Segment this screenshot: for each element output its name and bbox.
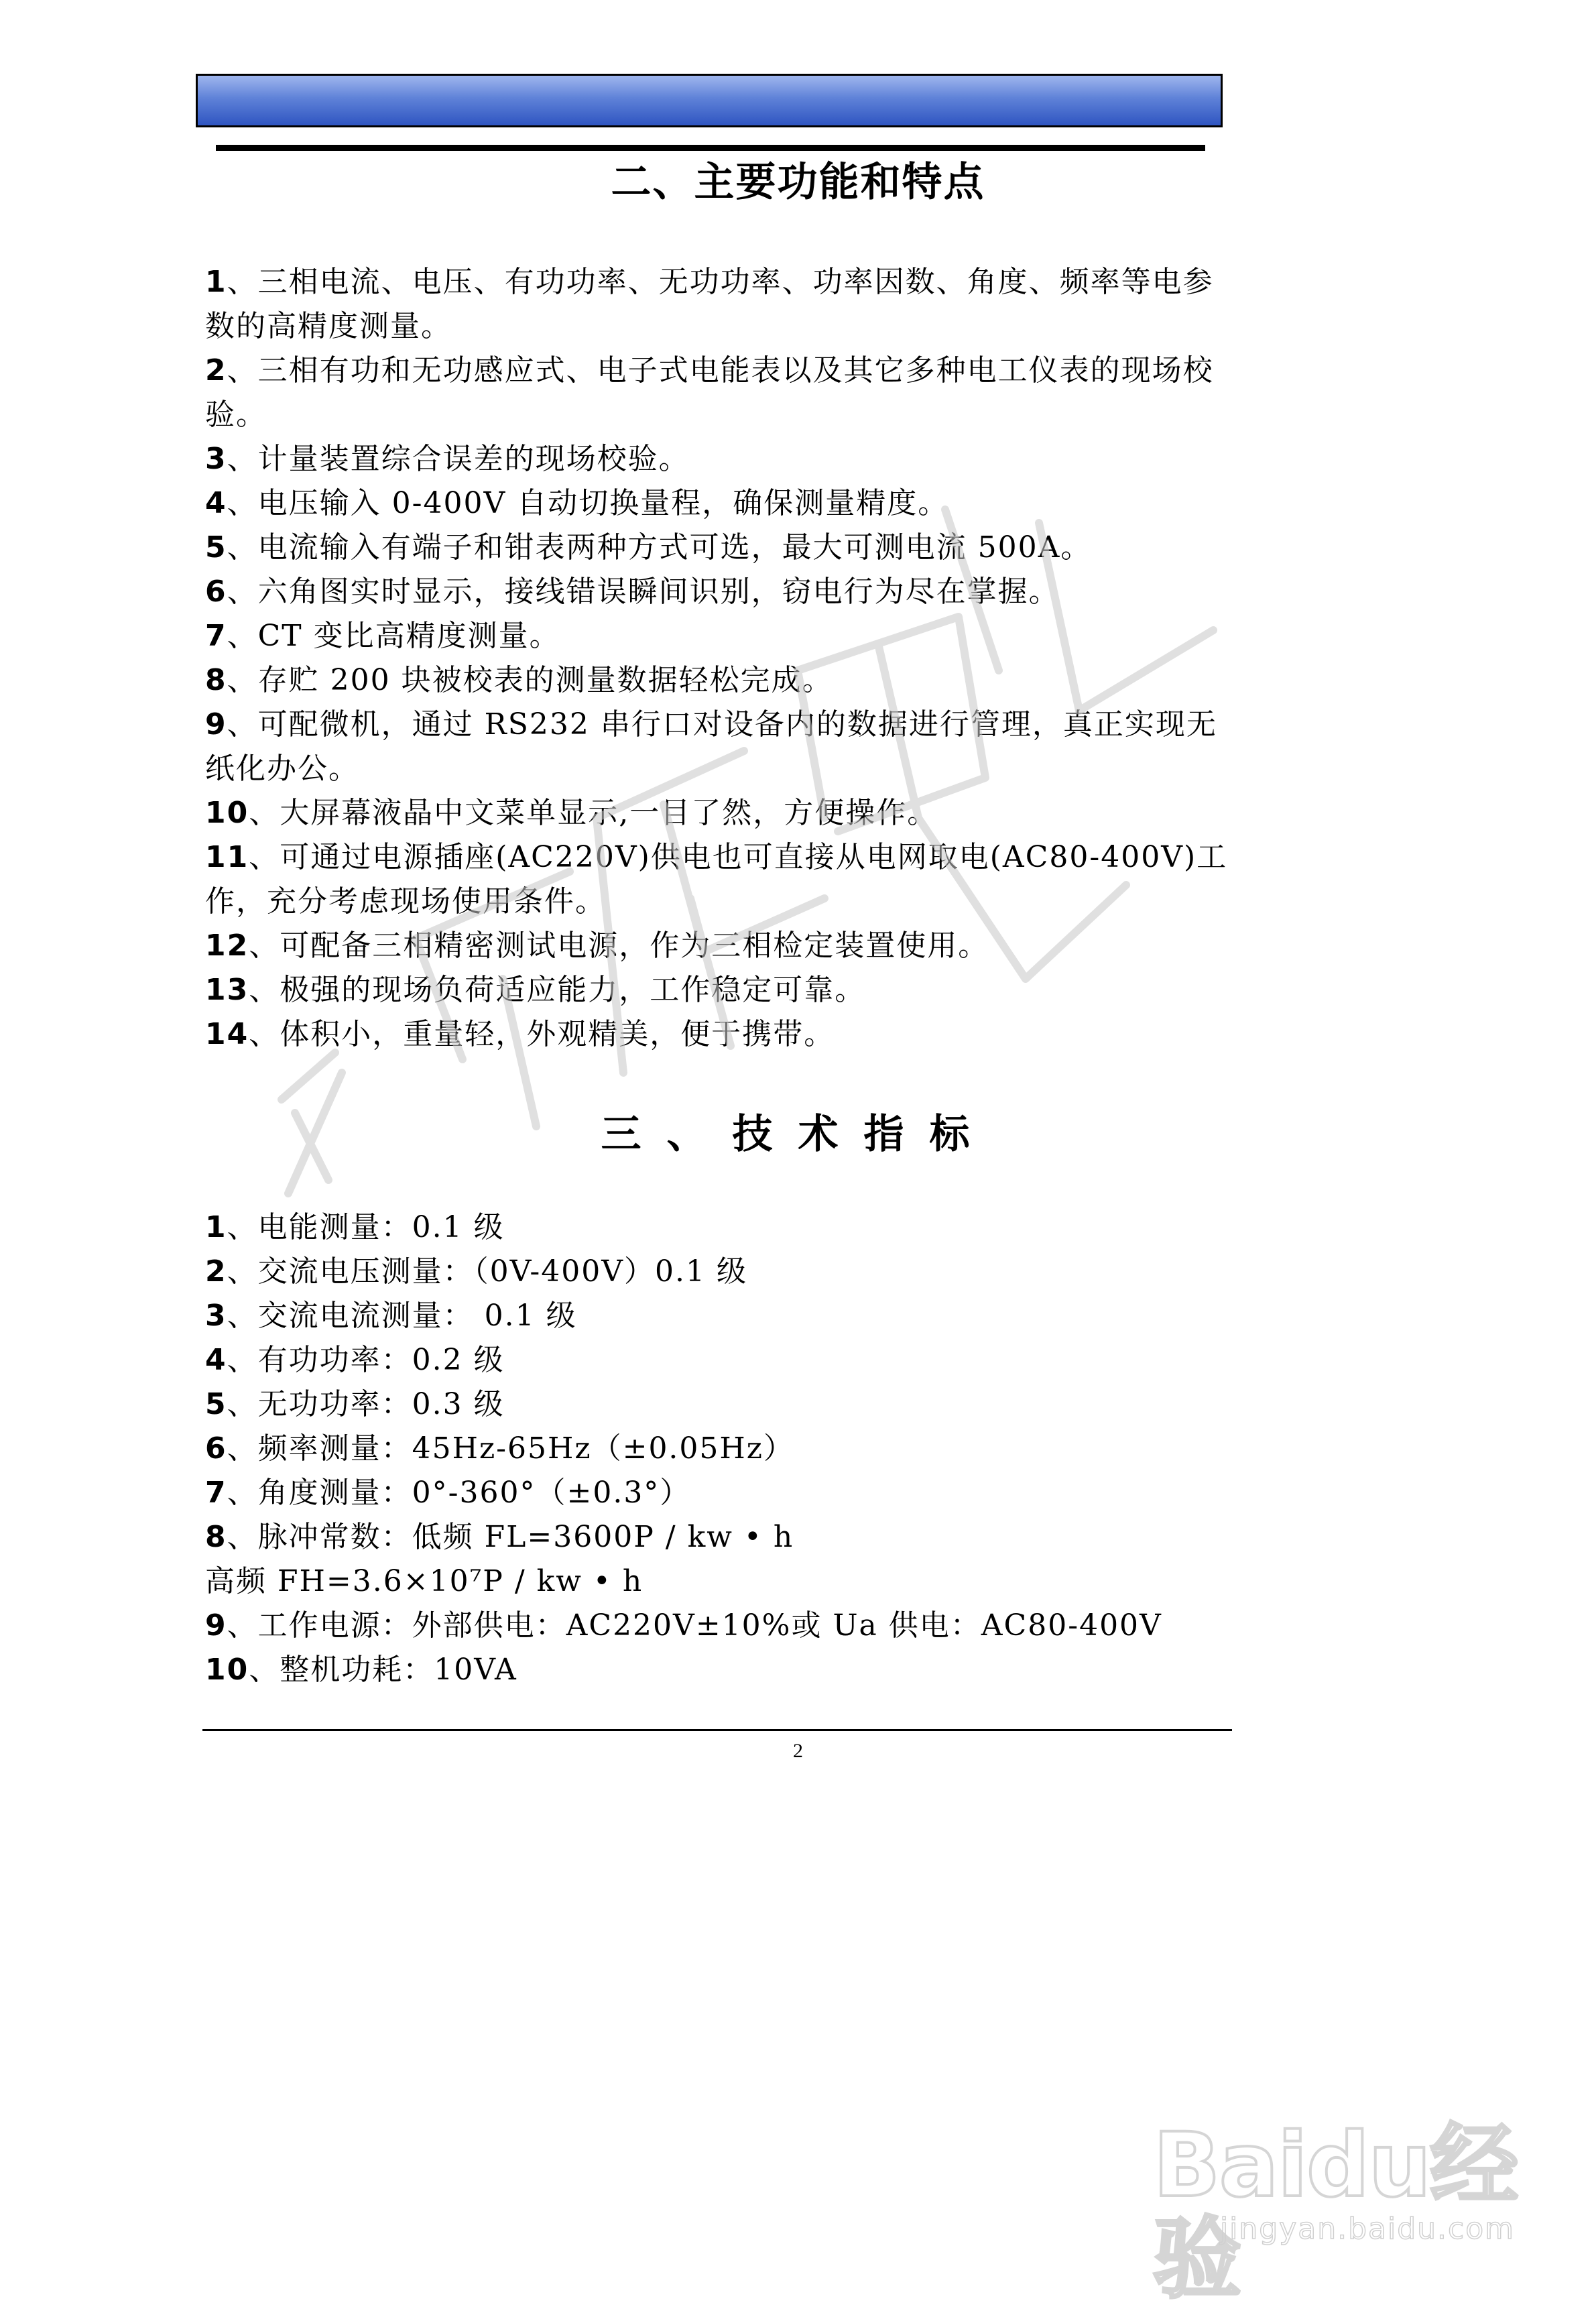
list-item — [205, 1515, 1237, 1559]
item-text: 、频率测量：45Hz-65Hz（±0.05Hz） — [227, 1431, 794, 1466]
item-text: 、三相有功和无功感应式、电子式电能表以及其它多种电工仪表的现场校验。 — [205, 353, 1214, 432]
item-number: 10 — [205, 1653, 249, 1687]
list-item — [205, 968, 1237, 1012]
list-item — [205, 526, 1237, 570]
item-text: 、可通过电源插座(AC220V)供电也可直接从电网取电(AC80-400V)工作，充分考虑现场使用条件。 — [205, 840, 1228, 919]
list-item — [205, 1012, 1237, 1057]
item-number: 1 — [205, 265, 227, 299]
item-text: 高频 FH=3.6×10⁷P / kw • h — [205, 1564, 643, 1598]
list-item — [205, 437, 1237, 481]
list-item — [205, 1338, 1237, 1382]
item-text: 、电流输入有端子和钳表两种方式可选，最大可测电流 500A。 — [227, 530, 1092, 565]
specs-list — [205, 1205, 1237, 1692]
item-number: 4 — [205, 1343, 227, 1377]
item-text: 、工作电源：外部供电：AC220V±10%或 Ua 供电：AC80-400V — [227, 1608, 1162, 1643]
list-item — [205, 658, 1237, 703]
item-number: 3 — [205, 1299, 227, 1333]
item-text: 、极强的现场负荷适应能力，工作稳定可靠。 — [249, 973, 866, 1007]
list-item — [205, 349, 1237, 437]
list-item — [205, 703, 1237, 791]
list-item — [205, 1294, 1237, 1338]
item-number: 10 — [205, 796, 249, 830]
item-number: 4 — [205, 486, 227, 520]
list-item — [205, 791, 1237, 835]
list-item — [205, 1471, 1237, 1515]
item-text: 、脉冲常数：低频 FL=3600P / kw • h — [227, 1520, 794, 1554]
item-number: 2 — [205, 1254, 227, 1289]
item-text: 、存贮 200 块被校表的测量数据轻松完成。 — [227, 663, 833, 697]
section-title-specs: 三、技术指标 — [601, 1111, 995, 1158]
item-number: 13 — [205, 973, 249, 1007]
item-number: 7 — [205, 1476, 227, 1510]
item-text: 、大屏幕液晶中文菜单显示,一目了然，方便操作。 — [249, 796, 938, 830]
list-item — [205, 570, 1237, 614]
item-text: 、可配备三相精密测试电源，作为三相检定装置使用。 — [249, 929, 989, 963]
header-rule — [216, 145, 1205, 151]
item-number: 1 — [205, 1210, 227, 1244]
list-item — [205, 1604, 1237, 1648]
footer-rule — [202, 1729, 1232, 1731]
section-title-features: 二、主要功能和特点 — [611, 159, 985, 206]
item-text: 、角度测量：0°-360°（±0.3°） — [227, 1476, 691, 1510]
header-bar — [196, 74, 1223, 127]
item-number: 5 — [205, 530, 227, 565]
item-number: 6 — [205, 575, 227, 609]
item-text: 、三相电流、电压、有功功率、无功功率、功率因数、角度、频率等电参数的高精度测量。 — [205, 265, 1214, 343]
item-text: 、有功功率：0.2 级 — [227, 1343, 505, 1377]
page-number: 2 — [793, 1740, 803, 1762]
item-text: 、可配微机，通过 RS232 串行口对设备内的数据进行管理，真正实现无纸化办公。 — [205, 707, 1217, 786]
item-number: 11 — [205, 840, 249, 874]
item-number: 3 — [205, 442, 227, 476]
item-number: 9 — [205, 1608, 227, 1643]
baidu-site-text: jingyan.baidu.com — [1219, 2212, 1515, 2246]
item-number: 5 — [205, 1387, 227, 1421]
item-text: 、交流电流测量： 0.1 级 — [227, 1299, 577, 1333]
list-item — [205, 1559, 1237, 1604]
item-number: 7 — [205, 619, 227, 653]
item-text: 、体积小，重量轻，外观精美，便于携带。 — [249, 1017, 835, 1051]
item-text: 、电压输入 0-400V 自动切换量程，确保测量精度。 — [227, 486, 949, 520]
item-number: 14 — [205, 1017, 249, 1051]
list-item — [205, 614, 1237, 658]
list-item — [205, 1382, 1237, 1427]
item-number: 12 — [205, 929, 249, 963]
features-list — [205, 260, 1237, 1057]
list-item — [205, 260, 1237, 349]
item-number: 2 — [205, 353, 227, 388]
list-item — [205, 835, 1237, 924]
list-item — [205, 1250, 1237, 1294]
item-text: 、无功功率：0.3 级 — [227, 1387, 505, 1421]
list-item — [205, 1648, 1237, 1692]
baidu-jingyan-logo — [1113, 2114, 1528, 2311]
item-text: 、电能测量：0.1 级 — [227, 1210, 505, 1244]
item-number: 6 — [205, 1431, 227, 1466]
list-item — [205, 481, 1237, 526]
item-text: 、CT 变比高精度测量。 — [227, 619, 560, 653]
list-item — [205, 924, 1237, 968]
baidu-brand-text: Baidu经验 — [1153, 2114, 1518, 2311]
item-number: 8 — [205, 1520, 227, 1554]
item-number: 8 — [205, 663, 227, 697]
item-text: 、交流电压测量：（0V-400V）0.1 级 — [227, 1254, 747, 1289]
item-number: 9 — [205, 707, 227, 742]
item-text: 、六角图实时显示，接线错误瞬间识别，窃电行为尽在掌握。 — [227, 575, 1060, 609]
list-item — [205, 1205, 1237, 1250]
item-text: 、计量装置综合误差的现场校验。 — [227, 442, 690, 476]
item-text: 、整机功耗：10VA — [249, 1653, 517, 1687]
list-item — [205, 1427, 1237, 1471]
